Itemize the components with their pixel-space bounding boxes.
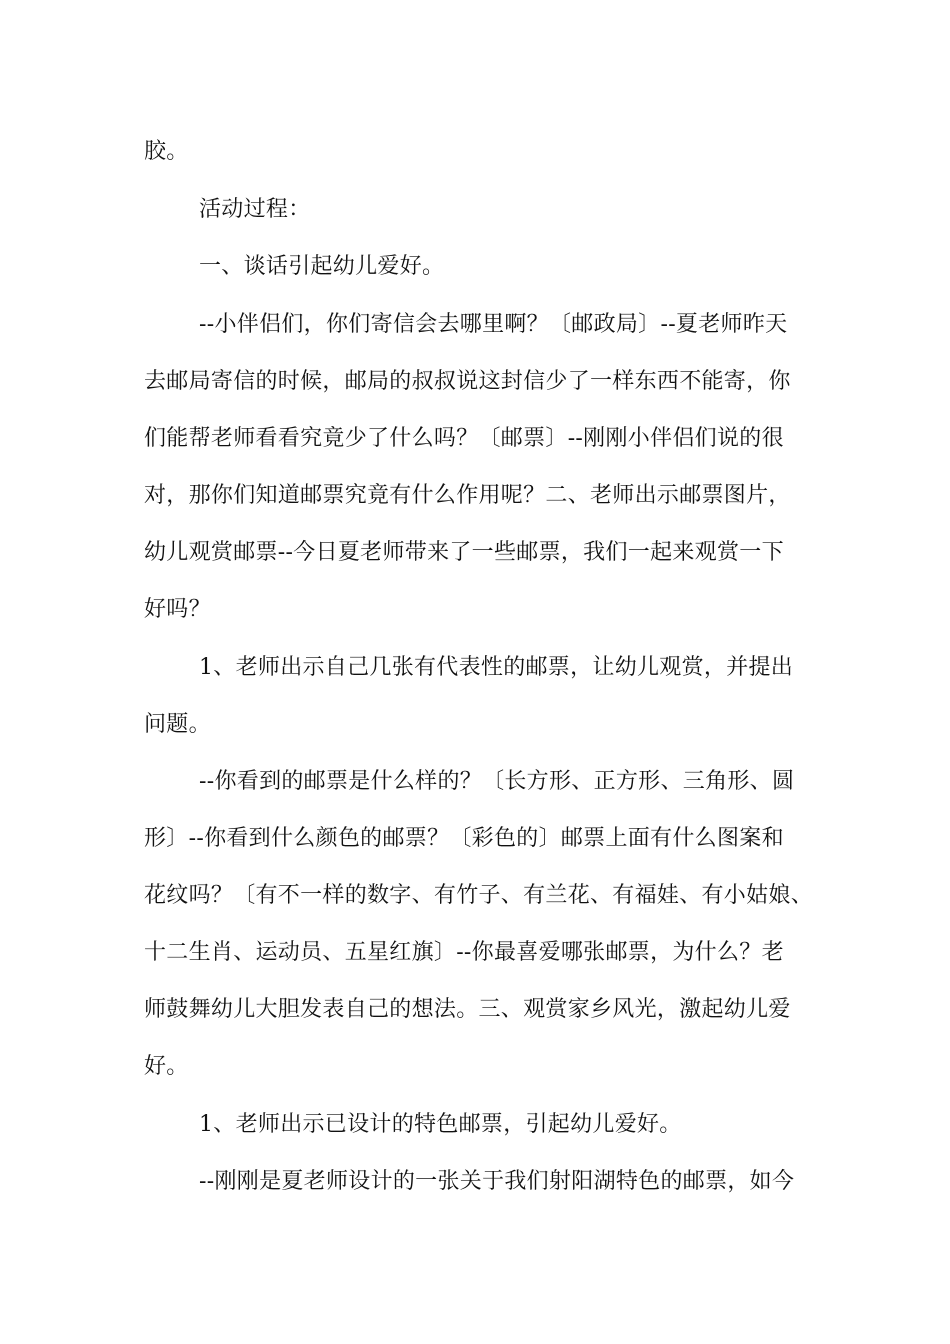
section-heading: 一、谈话引起幼儿爱好。 — [199, 254, 445, 279]
text-line: 去邮局寄信的时候，邮局的叔叔说这封信少了一样东西不能寄，你 — [144, 369, 791, 394]
text-line: 好。 — [144, 1054, 189, 1079]
text-line: 1、老师出示自己几张有代表性的邮票，让幼儿观赏，并提出 — [199, 655, 794, 680]
text-line: 对，那你们知道邮票究竟有什么作用呢？二、老师出示邮票图片， — [144, 483, 791, 508]
text-line: 师鼓舞幼儿大胆发表自己的想法。三、观赏家乡风光，激起幼儿爱 — [144, 997, 791, 1022]
text-line: --刚刚是夏老师设计的一张关于我们射阳湖特色的邮票，如今 — [199, 1169, 795, 1194]
text-line: 好吗？ — [144, 597, 211, 622]
text-line: 活动过程： — [199, 197, 311, 222]
text-line: 花纹吗？〔有不一样的数字、有竹子、有兰花、有福娃、有小姑娘、 — [144, 883, 814, 908]
text-line: 1、老师出示已设计的特色邮票，引起幼儿爱好。 — [199, 1112, 682, 1137]
text-line: 形〕--你看到什么颜色的邮票？〔彩色的〕邮票上面有什么图案和 — [144, 826, 784, 851]
text-line: 十二生肖、运动员、五星红旗〕--你最喜爱哪张邮票，为什么？老 — [144, 940, 784, 965]
text-line: 胶。 — [144, 139, 189, 164]
text-line: --小伴侣们，你们寄信会去哪里啊？〔邮政局〕--夏老师昨天 — [199, 312, 788, 337]
text-line: 问题。 — [144, 712, 211, 737]
text-line: --你看到的邮票是什么样的？〔长方形、正方形、三角形、圆 — [199, 769, 795, 794]
text-line: 幼儿观赏邮票--今日夏老师带来了一些邮票，我们一起来观赏一下 — [144, 540, 784, 565]
text-line: 们能帮老师看看究竟少了什么吗？〔邮票〕--刚刚小伴侣们说的很 — [144, 426, 784, 451]
